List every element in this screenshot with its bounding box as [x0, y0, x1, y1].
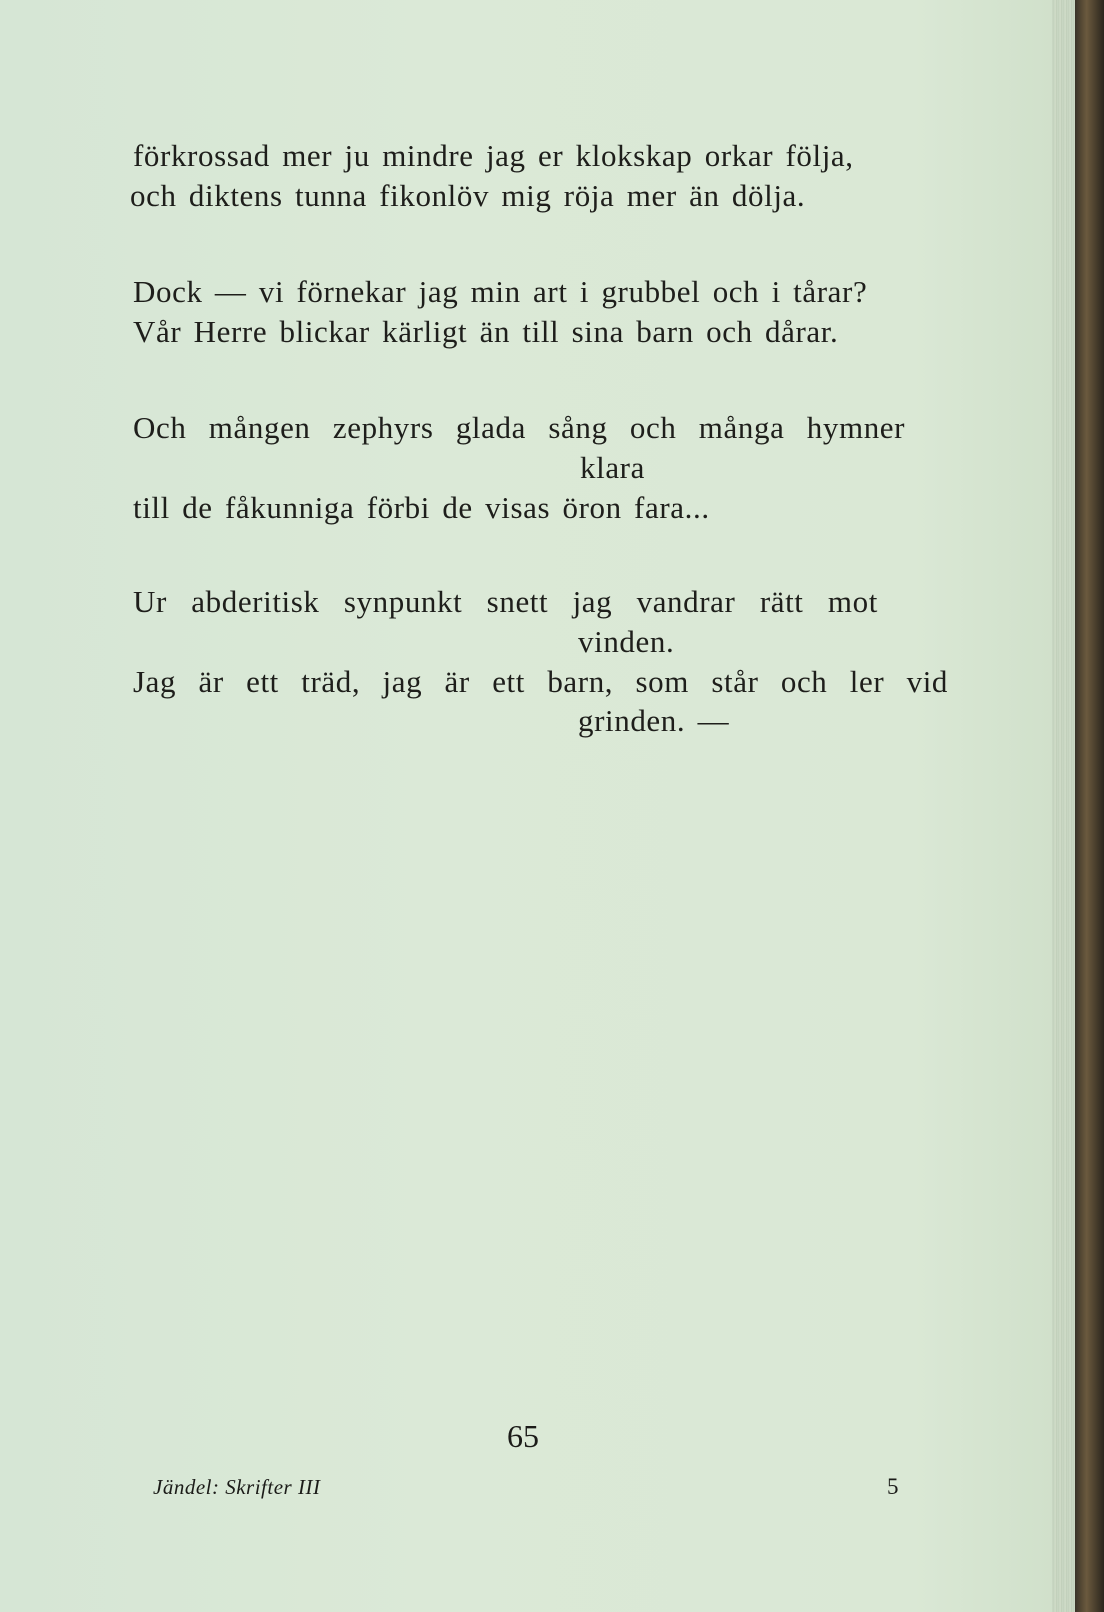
poem-line: och diktens tunna fikonlöv mig röja mer än dölja.: [130, 178, 806, 213]
poem-line: till de fåkunniga förbi de visas öron fara...: [133, 490, 710, 525]
poem-line: Vår Herre blickar kärligt än till sina barn och dårar.: [133, 314, 839, 349]
poem-line-continuation: klara: [580, 450, 645, 485]
poem-line-continuation: vinden.: [578, 624, 675, 659]
poem-line: Dock — vi förnekar jag min art i grubbel och i tårar?: [133, 274, 868, 309]
poem-line: Jag är ett träd, jag är ett barn, som står och ler vid: [133, 664, 949, 699]
signature-number: 5: [887, 1474, 899, 1499]
book-spine: [1075, 0, 1104, 1612]
printer-signature: Jändel: Skrifter III: [153, 1475, 321, 1499]
poem-line: förkrossad mer ju mindre jag er klokskap orkar följa,: [133, 138, 854, 173]
page-stack-edge: [1052, 0, 1075, 1612]
poem-line: Och mången zephyrs glada sång och många hymner: [133, 410, 906, 445]
page-number: 65: [507, 1418, 539, 1454]
poem-line-continuation: grinden. —: [578, 703, 730, 738]
poem-line: Ur abderitisk synpunkt snett jag vandrar rätt mot: [133, 584, 878, 619]
